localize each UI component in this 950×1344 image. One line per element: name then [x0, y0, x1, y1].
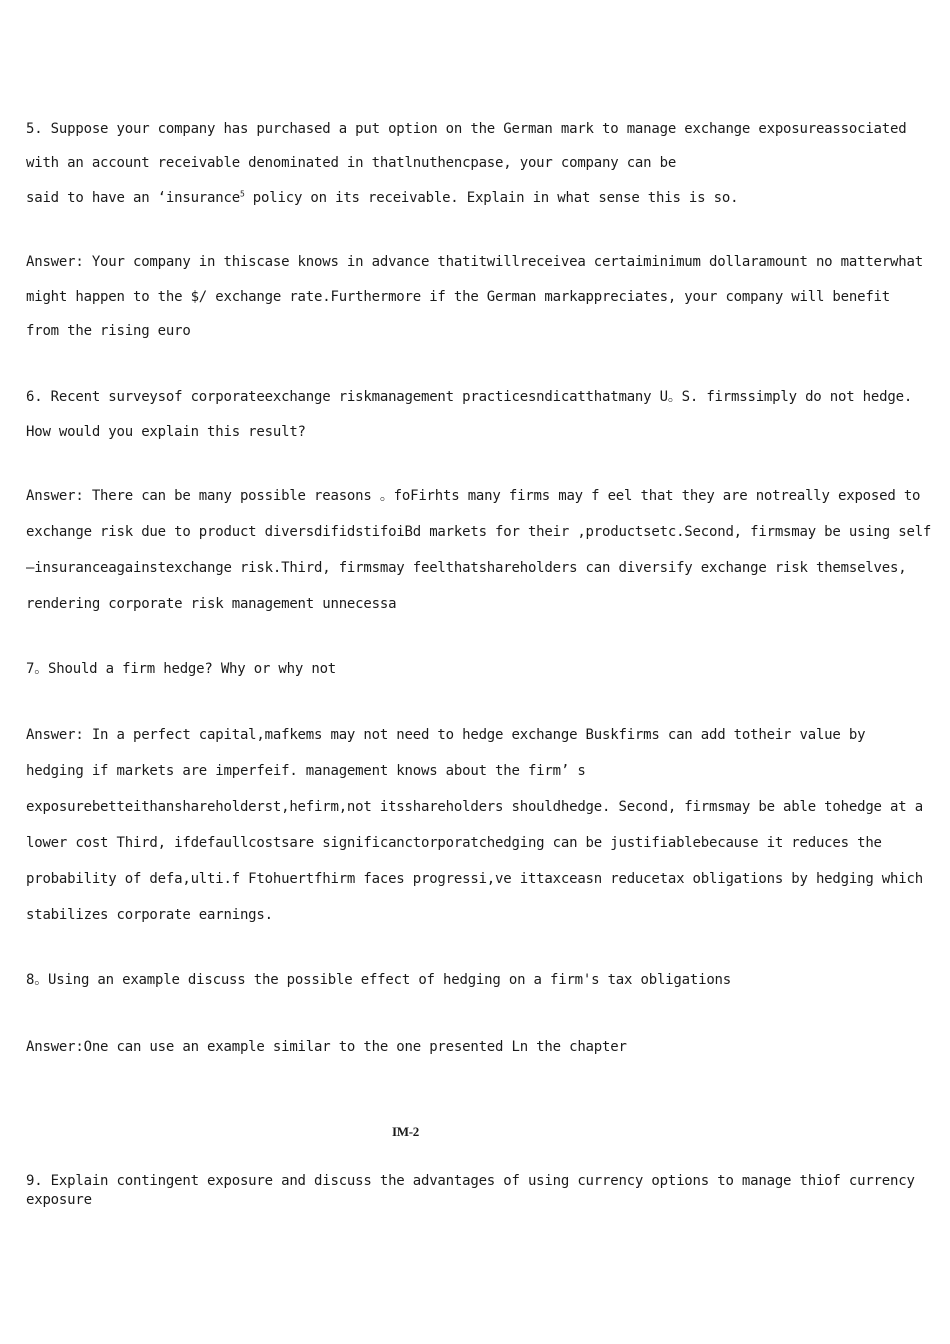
question-6-line-1: 6. Recent surveysof corporateexchange riskmanagement practicesndicatthatmany U。S. firmssimply do not hedge. [26, 389, 913, 405]
answer-7-line-2: hedging if markets are imperfeif. management knows about the firm’ s [26, 763, 586, 779]
answer-6-line-2: exchange risk due to product diversdifidstifoiBd markets for their ,productsetc.Second, firmsmay be using self [26, 524, 932, 540]
question-7-line-1: 7。Should a firm hedge? Why or why not [26, 661, 337, 677]
answer-8-line-1: Answer:One can use an example similar to the one presented Ln the chapter [26, 1039, 627, 1055]
footnote-marker: 5 [239, 189, 245, 199]
question-5-line-2: with an account receivable denominated in thatlnuthencpase, your company can be [26, 155, 677, 171]
answer-7-line-3: exposurebetteithanshareholderst,hefirm,not itsshareholders shouldhedge. Second, firmsmay be able tohedge at a [26, 799, 923, 815]
question-6-line-2: How would you explain this result? [26, 424, 306, 440]
answer-7-line-6: stabilizes corporate earnings. [26, 907, 273, 923]
answer-5-line-2: might happen to the $/ exchange rate.Furthermore if the German markappreciates, your company will benefit [26, 289, 891, 305]
question-5-line-3-pre: said to have an ‘insurance [26, 190, 240, 206]
answer-7-line-5: probability of defa,ulti.f Ftohuertfhirm faces progressi,ve ittaxceasn reducetax obligations by hedging which [26, 871, 923, 887]
question-5-line-1: 5. Suppose your company has purchased a put option on the German mark to manage exchange exposureassociated [26, 121, 907, 137]
answer-7-line-1: Answer: In a perfect capital,mafkems may not need to hedge exchange Buskfirms can add totheir value by [26, 727, 866, 743]
question-5-line-3 [26, 189, 738, 207]
question-9-line-2: exposure [26, 1192, 92, 1208]
answer-5-line-3: from the rising euro [26, 323, 191, 339]
answer-6-line-4: rendering corporate risk management unnecessa [26, 596, 397, 612]
answer-6-line-3: —insuranceagainstexchange risk.Third, firmsmay feelthatshareholders can diversify exchange risk themselves, [26, 560, 907, 576]
answer-6-line-1: Answer: There can be many possible reasons 。foFirhts many firms may f eel that they are notreally exposed to [26, 488, 921, 504]
answer-5-line-1: Answer: Your company in thiscase knows in advance thatitwillreceivea certaiminimum dollaramount no matterwhat [26, 254, 923, 270]
question-8-line-1: 8。Using an example discuss the possible effect of hedging on a firm's tax obligations [26, 972, 732, 988]
question-5-line-3-post: policy on its receivable. Explain in what sense this is so. [244, 190, 739, 206]
page-number-label: IM-2 [392, 1124, 419, 1139]
question-9-line-1: 9. Explain contingent exposure and discuss the advantages of using currency options to manage thiof currency [26, 1173, 915, 1189]
answer-7-line-4: lower cost Third, ifdefaullcostsare significanctorporatchedging can be justifiablebecause it reduces the [26, 835, 882, 851]
